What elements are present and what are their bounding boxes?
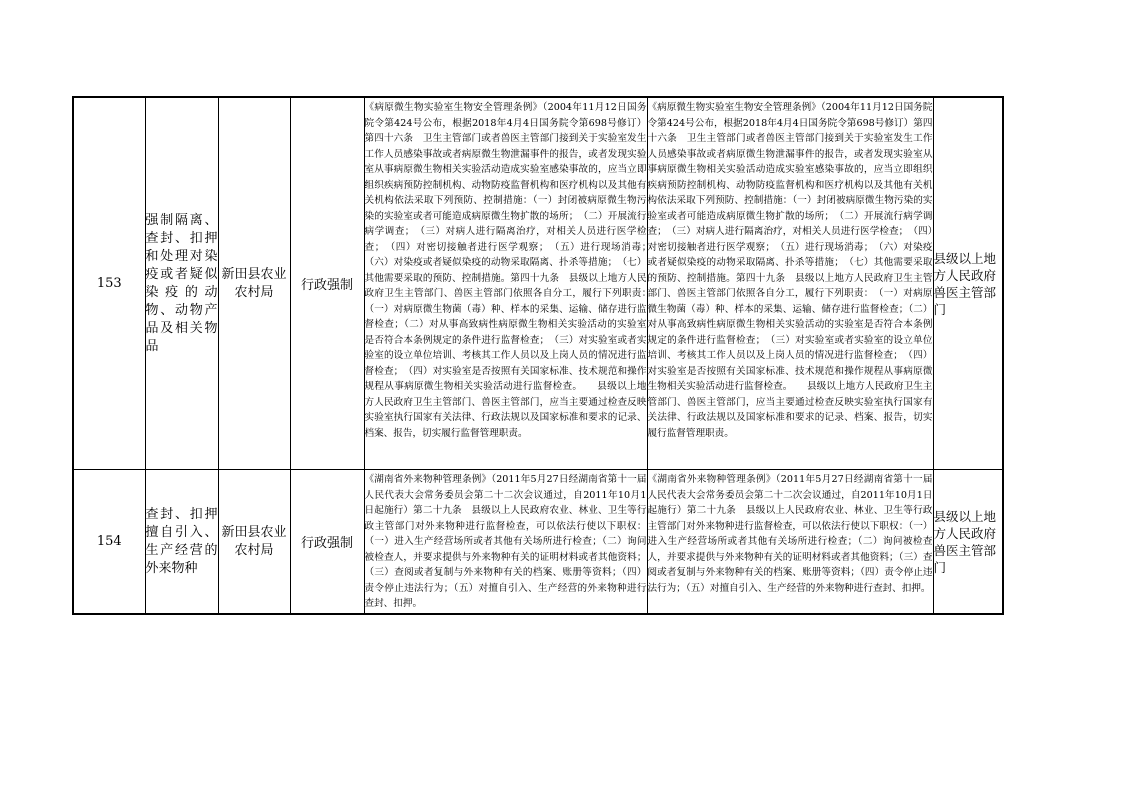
power-type: 行政强制 bbox=[290, 97, 364, 470]
legal-basis-text: 《病原微生物实验室生物安全管理条例》（2004年11月12日国务院令第424号公布，根据2018年4月4日国务院令第698号修订）第四十六条 卫生主管部门或者兽医主管部门接到关于实验室发生工作人员感染事故或者病原微生物泄漏事件的报告，或者发现实验室从事病原微生物相关实验活动造成实验室感染事故的，应当立即组织疾病预防控制机构、动物防疫监督机构和医疗机构以及其他有关机构依法采取下列预防、控制措施：（一）封闭被病原微生物污染的实验室或者可能造成病原微生物扩散的场所； （二）开展流行病学调查； （三）对病人进行隔离治疗，对相关人员进行医学检查； （四）对密切接触者进行医学观察； （五）进行现场消毒； （六）对染疫或者疑似染疫的动物采取隔离、扑杀等措施； （七）其他需要采取的预防、控制措施。第四十九条 县级以上地方人民政府卫生主管部门、兽医主管部门依照各自分工，履行下列职责： （一）对病原微生物菌（毒）种、样本的采集、运输、储存进行监督检查；（二）对从事高致病性病原微生物相关实验活动的实验室是否符合本条例规定的条件进行监督检查； （三）对实验室或者实验室的设立单位培训、考核其工作人员以及上岗人员的情况进行监督检查； （四）对实验室是否按照有关国家标准、技术规范和操作规程从事病原微生物相关实验活动进行监督检查。 县级以上地方人民政府卫生主管部门、兽医主管部门，应当主要通过检查反映实验室执行国家有关法律、行政法规以及国家标准和要求的记录、档案、报告，切实履行监督管理职责。 bbox=[647, 102, 933, 439]
item-name: 强制隔离、查封、扣押和处理对染疫或者疑似染疫的动物、动物产品及相关物品 bbox=[145, 97, 218, 470]
row-number: 153 bbox=[73, 97, 145, 470]
legal-basis-text: 《病原微生物实验室生物安全管理条例》（2004年11月12日国务院令第424号公布，根据2018年4月4日国务院令第698号修订）第四十六条 卫生主管部门或者兽医主管部门接到关于实验室发生工作人员感染事故或者病原微生物泄漏事件的报告，或者发现实验室从事病原微生物相关实验活动造成实验室感染事故的，应当立即组织疾病预防控制机构、动物防疫监督机构和医疗机构以及其他有关机构依法采取下列预防、控制措施：（一）封闭被病原微生物污染的实验室或者可能造成病原微生物扩散的场所； （二）开展流行病学调查； （三）对病人进行隔离治疗，对相关人员进行医学检查； （四）对密切接触者进行医学观察； （五）进行现场消毒； （六）对染疫或者疑似染疫的动物采取隔离、扑杀等措施； （七）其他需要采取的预防、控制措施。第四十九条 县级以上地方人民政府卫生主管部门、兽医主管部门依照各自分工，履行下列职责： （一）对病原微生物菌（毒）种、样本的采集、运输、储存进行监督检查；（二）对从事高致病性病原微生物相关实验活动的实验室是否符合本条例规定的条件进行监督检查； （三）对实验室或者实验室的设立单位培训、考核其工作人员以及上岗人员的情况进行监督检查； （四）对实验室是否按照有关国家标准、技术规范和操作规程从事病原微生物相关实验活动进行监督检查。 县级以上地方人民政府卫生主管部门、兽医主管部门，应当主要通过检查反映实验室执行国家有关法律、行政法规以及国家标准和要求的记录、档案、报告，切实履行监督管理职责。 bbox=[364, 102, 647, 439]
table-row bbox=[73, 97, 1003, 470]
legal-basis-duplicate bbox=[647, 97, 933, 470]
responsible-authority: 县级以上地方人民政府兽医主管部门 bbox=[933, 97, 1003, 470]
table-row bbox=[73, 470, 1003, 615]
legal-basis-duplicate bbox=[647, 470, 933, 615]
legal-basis-text: 《湖南省外来物种管理条例》（2011年5月27日经湖南省第十一届人民代表大会常务委员会第二十二次会议通过，自2011年10月1日起施行）第二十九条 县级以上人民政府农业、林业、卫生等行政主管部门对外来物种进行监督检查，可以依法行使以下职权：（一）进入生产经营场所或者其他有关场所进行检查；（二）询问被检查人，并要求提供与外来物种有关的证明材料或者其他资料；（三）查阅或者复制与外来物种有关的档案、账册等资料；（四）责令停止违法行为；（五）对擅自引入、生产经营的外来物种进行查封、扣押。 bbox=[647, 474, 933, 594]
responsible-authority: 县级以上地方人民政府兽医主管部门 bbox=[933, 470, 1003, 615]
department: 新田县农业农村局 bbox=[218, 97, 290, 470]
power-type: 行政强制 bbox=[290, 470, 364, 615]
legal-basis bbox=[364, 470, 647, 615]
power-list-table bbox=[72, 96, 1004, 615]
row-number: 154 bbox=[73, 470, 145, 615]
legal-basis-text: 《湖南省外来物种管理条例》（2011年5月27日经湖南省第十一届人民代表大会常务委员会第二十二次会议通过，自2011年10月1日起施行）第二十九条 县级以上人民政府农业、林业、卫生等行政主管部门对外来物种进行监督检查，可以依法行使以下职权：（一）进入生产经营场所或者其他有关场所进行检查；（二）询问被检查人，并要求提供与外来物种有关的证明材料或者其他资料；（三）查阅或者复制与外来物种有关的档案、账册等资料；（四）责令停止违法行为；（五）对擅自引入、生产经营的外来物种进行查封、扣押。 bbox=[364, 474, 647, 609]
item-name: 查封、扣押擅自引入、生产经营的外来物种 bbox=[145, 470, 218, 615]
legal-basis bbox=[364, 97, 647, 470]
department: 新田县农业农村局 bbox=[218, 470, 290, 615]
